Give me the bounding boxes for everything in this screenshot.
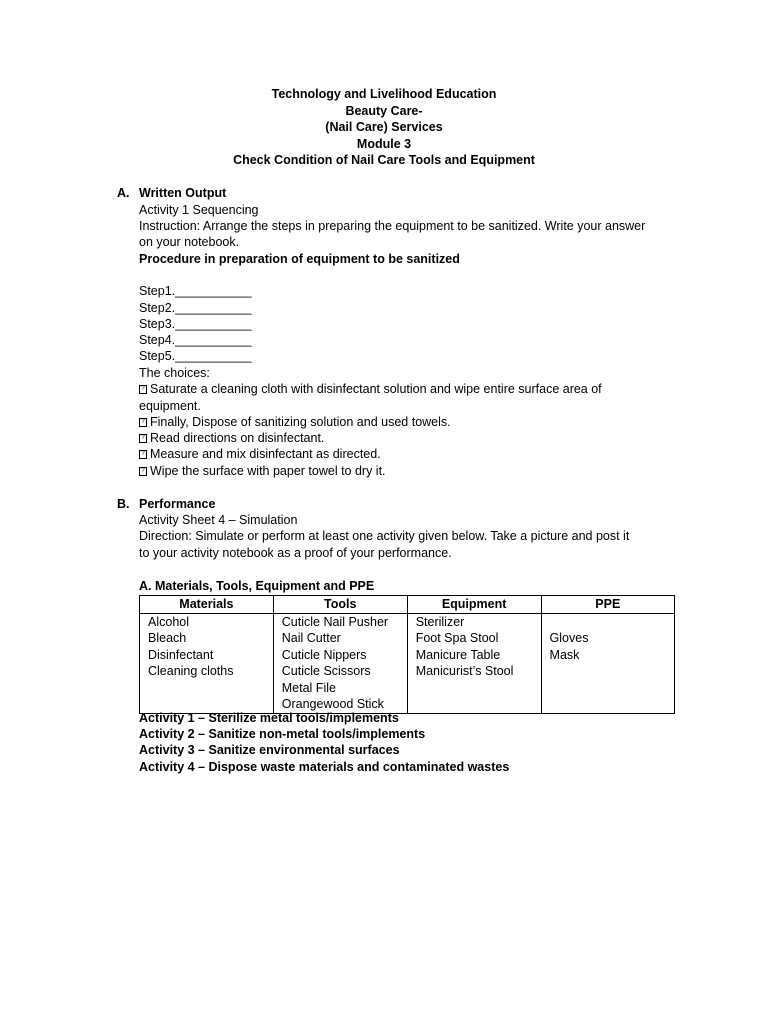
choice-text-2: Finally, Dispose of sanitizing solution and used towels. xyxy=(150,415,451,429)
choice-item-1 xyxy=(139,381,602,398)
document-header xyxy=(0,86,768,169)
procedure-heading: Procedure in preparation of equipment to be sanitized xyxy=(139,252,460,266)
ppe-item: Mask xyxy=(549,647,580,662)
tool-item: Cuticle Nippers xyxy=(281,647,367,662)
table-title: A. Materials, Tools, Equipment and PPE xyxy=(139,579,375,593)
tool-item: Orangewood Stick xyxy=(281,697,384,711)
missing-glyph-icon xyxy=(139,450,147,459)
equipment-item: Foot Spa Stool xyxy=(415,631,499,645)
choice-item-3 xyxy=(139,430,324,447)
section-a-instruction-1: Instruction: Arrange the steps in preparing the equipment to be sanitized. Write your answer xyxy=(139,219,646,233)
header-tools: Tools xyxy=(273,596,407,614)
materials-cell xyxy=(140,613,274,713)
material-item: Cleaning cloths xyxy=(148,664,234,678)
section-b-activity: Activity Sheet 4 – Simulation xyxy=(139,513,298,527)
section-a-heading: Written Output xyxy=(139,186,227,200)
missing-glyph-icon xyxy=(139,418,147,427)
choice-item-2 xyxy=(139,414,451,431)
material-item: Bleach xyxy=(148,631,187,645)
missing-glyph-icon xyxy=(139,467,147,476)
step-line-4: Step4.___________ xyxy=(139,333,252,347)
choice-item-1-continued: equipment. xyxy=(139,399,201,413)
header-subject: Technology and Livelihood Education xyxy=(271,87,497,101)
choices-label: The choices: xyxy=(139,366,210,380)
section-b-heading: Performance xyxy=(139,497,216,511)
ppe-cell xyxy=(541,613,674,713)
header-equipment: Equipment xyxy=(407,596,541,614)
ppe-item: Gloves xyxy=(549,631,589,645)
missing-glyph-icon xyxy=(139,385,147,394)
header-module: Module 3 xyxy=(356,136,412,151)
tool-item: Metal File xyxy=(281,680,336,695)
header-course: Beauty Care- xyxy=(345,103,423,118)
step-line-2: Step2.___________ xyxy=(139,301,252,315)
choice-item-5 xyxy=(139,463,386,480)
section-a-instruction-2: on your notebook. xyxy=(139,235,240,249)
choice-item-4 xyxy=(139,446,381,463)
section-b-direction-2: to your activity notebook as a proof of your performance. xyxy=(139,546,452,560)
step-line-1: Step1.___________ xyxy=(139,284,252,298)
tool-item: Cuticle Scissors xyxy=(281,664,371,678)
header-specialization: (Nail Care) Services xyxy=(325,120,443,134)
equipment-cell xyxy=(407,613,541,713)
step-line-3: Step3.___________ xyxy=(139,317,252,331)
activity-item-1: Activity 1 – Sterilize metal tools/implements xyxy=(139,711,399,725)
tool-item: Cuticle Nail Pusher xyxy=(281,614,389,629)
choice-text-5: Wipe the surface with paper towel to dry it. xyxy=(150,464,386,478)
equipment-item: Manicurist’s Stool xyxy=(415,664,514,678)
choice-text-1: Saturate a cleaning cloth with disinfectant solution and wipe entire surface area of xyxy=(150,382,602,396)
section-a-activity: Activity 1 Sequencing xyxy=(139,203,259,217)
table-row xyxy=(140,613,675,713)
choice-text-3: Read directions on disinfectant. xyxy=(150,431,325,445)
table-header-row xyxy=(140,596,675,614)
tools-cell xyxy=(273,613,407,713)
activity-item-2: Activity 2 – Sanitize non-metal tools/implements xyxy=(139,727,426,741)
equipment-item: Sterilizer xyxy=(415,614,465,629)
equipment-item: Manicure Table xyxy=(415,647,501,662)
activity-item-4: Activity 4 – Dispose waste materials and contaminated wastes xyxy=(139,760,510,774)
header-topic: Check Condition of Nail Care Tools and Equipment xyxy=(233,153,535,167)
missing-glyph-icon xyxy=(139,434,147,443)
header-materials: Materials xyxy=(140,596,274,614)
step-line-5: Step5.___________ xyxy=(139,349,252,363)
material-item: Alcohol xyxy=(148,614,189,629)
ppe-item xyxy=(550,614,666,631)
materials-tools-table xyxy=(139,595,675,714)
section-a-marker: A. xyxy=(117,186,130,200)
material-item: Disinfectant xyxy=(148,647,214,662)
tool-item: Nail Cutter xyxy=(281,631,341,645)
section-b-marker: B. xyxy=(117,497,130,511)
activity-item-3: Activity 3 – Sanitize environmental surfaces xyxy=(139,743,400,757)
choice-text-4: Measure and mix disinfectant as directed. xyxy=(150,447,381,461)
section-b-direction-1: Direction: Simulate or perform at least one activity given below. Take a picture and post it xyxy=(139,529,630,543)
header-ppe: PPE xyxy=(541,596,674,614)
